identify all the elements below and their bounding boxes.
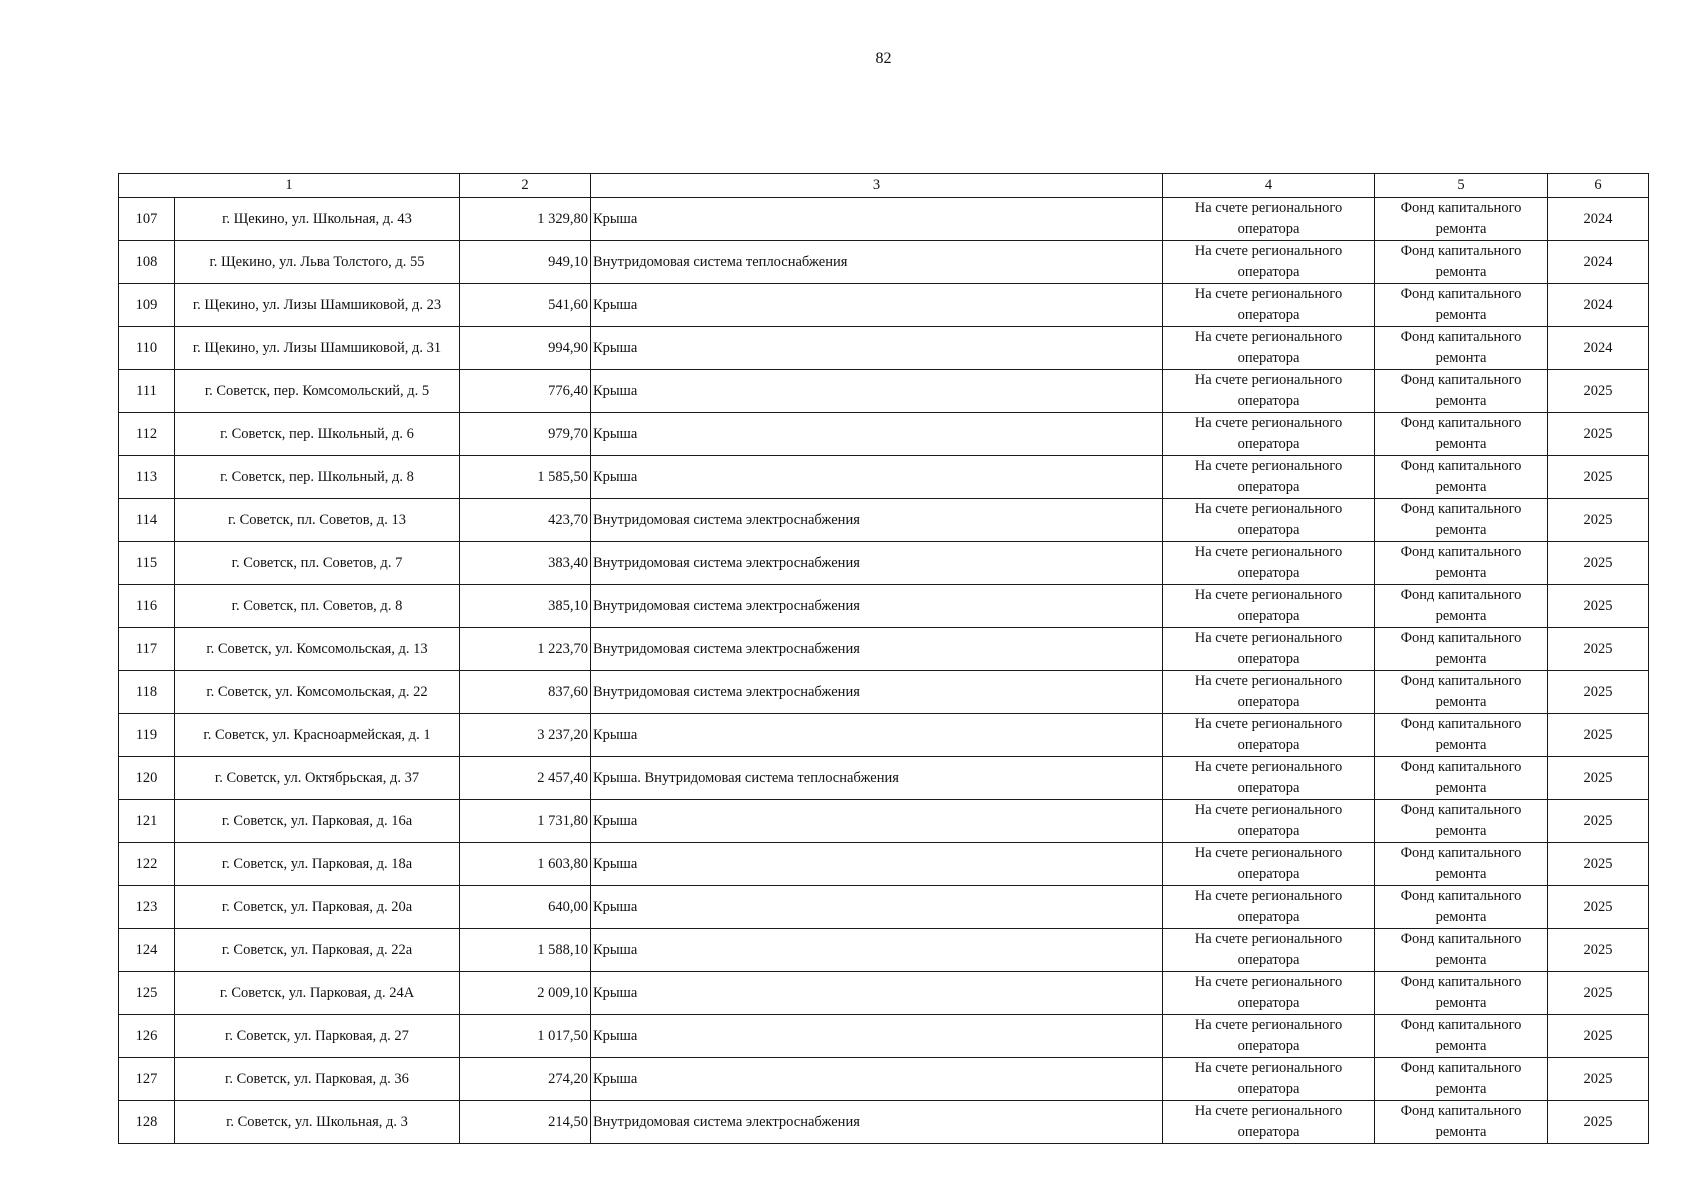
funding-source-cell: Фонд капитального ремонта [1375, 241, 1548, 284]
table-row [119, 370, 1649, 413]
address-cell: г. Советск, ул. Октябрьская, д. 37 [175, 757, 460, 800]
account-cell: На счете регионального оператора [1163, 886, 1375, 929]
row-number-cell: 111 [119, 370, 175, 413]
area-cell: 1 223,70 [460, 628, 591, 671]
account-cell: На счете регионального оператора [1163, 714, 1375, 757]
area-cell: 541,60 [460, 284, 591, 327]
account-cell: На счете регионального оператора [1163, 198, 1375, 241]
area-cell: 3 237,20 [460, 714, 591, 757]
year-cell: 2024 [1548, 198, 1649, 241]
row-number-cell: 110 [119, 327, 175, 370]
data-table [118, 173, 1649, 1144]
funding-source-cell: Фонд капитального ремонта [1375, 456, 1548, 499]
address-cell: г. Советск, пл. Советов, д. 8 [175, 585, 460, 628]
address-cell: г. Советск, пер. Школьный, д. 6 [175, 413, 460, 456]
table-row [119, 714, 1649, 757]
year-cell: 2025 [1548, 757, 1649, 800]
table-row [119, 671, 1649, 714]
table-row [119, 284, 1649, 327]
table-row [119, 1015, 1649, 1058]
table-row [119, 972, 1649, 1015]
account-cell: На счете регионального оператора [1163, 671, 1375, 714]
row-number-cell: 107 [119, 198, 175, 241]
area-cell: 274,20 [460, 1058, 591, 1101]
funding-source-cell: Фонд капитального ремонта [1375, 542, 1548, 585]
column-header-6: 6 [1548, 174, 1649, 198]
area-cell: 1 329,80 [460, 198, 591, 241]
row-number-cell: 115 [119, 542, 175, 585]
area-cell: 640,00 [460, 886, 591, 929]
work-type-cell: Крыша [591, 456, 1163, 499]
table-row [119, 800, 1649, 843]
work-type-cell: Крыша [591, 327, 1163, 370]
table-row [119, 1058, 1649, 1101]
funding-source-cell: Фонд капитального ремонта [1375, 284, 1548, 327]
area-cell: 994,90 [460, 327, 591, 370]
year-cell: 2025 [1548, 800, 1649, 843]
account-cell: На счете регионального оператора [1163, 929, 1375, 972]
account-cell: На счете регионального оператора [1163, 499, 1375, 542]
row-number-cell: 124 [119, 929, 175, 972]
work-type-cell: Внутридомовая система электроснабжения [591, 499, 1163, 542]
work-type-cell: Крыша [591, 972, 1163, 1015]
area-cell: 979,70 [460, 413, 591, 456]
work-type-cell: Внутридомовая система теплоснабжения [591, 241, 1163, 284]
row-number-cell: 119 [119, 714, 175, 757]
year-cell: 2025 [1548, 370, 1649, 413]
row-number-cell: 126 [119, 1015, 175, 1058]
funding-source-cell: Фонд капитального ремонта [1375, 929, 1548, 972]
table-row [119, 327, 1649, 370]
address-cell: г. Щекино, ул. Лизы Шамшиковой, д. 23 [175, 284, 460, 327]
year-cell: 2025 [1548, 628, 1649, 671]
area-cell: 214,50 [460, 1101, 591, 1144]
area-cell: 949,10 [460, 241, 591, 284]
address-cell: г. Советск, пл. Советов, д. 7 [175, 542, 460, 585]
table-row [119, 456, 1649, 499]
funding-source-cell: Фонд капитального ремонта [1375, 499, 1548, 542]
year-cell: 2025 [1548, 1101, 1649, 1144]
header-row [119, 174, 1649, 198]
table-row [119, 1101, 1649, 1144]
year-cell: 2024 [1548, 327, 1649, 370]
table-header [119, 174, 1649, 198]
work-type-cell: Крыша [591, 843, 1163, 886]
table-row [119, 929, 1649, 972]
work-type-cell: Внутридомовая система электроснабжения [591, 671, 1163, 714]
work-type-cell: Крыша [591, 370, 1163, 413]
funding-source-cell: Фонд капитального ремонта [1375, 714, 1548, 757]
account-cell: На счете регионального оператора [1163, 241, 1375, 284]
row-number-cell: 121 [119, 800, 175, 843]
area-cell: 423,70 [460, 499, 591, 542]
address-cell: г. Щекино, ул. Лизы Шамшиковой, д. 31 [175, 327, 460, 370]
address-cell: г. Щекино, ул. Льва Толстого, д. 55 [175, 241, 460, 284]
funding-source-cell: Фонд капитального ремонта [1375, 757, 1548, 800]
year-cell: 2025 [1548, 585, 1649, 628]
row-number-cell: 128 [119, 1101, 175, 1144]
year-cell: 2025 [1548, 886, 1649, 929]
account-cell: На счете регионального оператора [1163, 1101, 1375, 1144]
row-number-cell: 118 [119, 671, 175, 714]
account-cell: На счете регионального оператора [1163, 1058, 1375, 1101]
funding-source-cell: Фонд капитального ремонта [1375, 671, 1548, 714]
address-cell: г. Советск, ул. Красноармейская, д. 1 [175, 714, 460, 757]
year-cell: 2025 [1548, 413, 1649, 456]
work-type-cell: Крыша [591, 413, 1163, 456]
table-row [119, 499, 1649, 542]
work-type-cell: Внутридомовая система электроснабжения [591, 1101, 1163, 1144]
table-row [119, 542, 1649, 585]
funding-source-cell: Фонд капитального ремонта [1375, 413, 1548, 456]
column-header-3: 3 [591, 174, 1163, 198]
funding-source-cell: Фонд капитального ремонта [1375, 800, 1548, 843]
funding-source-cell: Фонд капитального ремонта [1375, 327, 1548, 370]
address-cell: г. Советск, ул. Парковая, д. 18а [175, 843, 460, 886]
account-cell: На счете регионального оператора [1163, 284, 1375, 327]
table-row [119, 843, 1649, 886]
funding-source-cell: Фонд капитального ремонта [1375, 886, 1548, 929]
year-cell: 2025 [1548, 499, 1649, 542]
column-header-2: 2 [460, 174, 591, 198]
funding-source-cell: Фонд капитального ремонта [1375, 370, 1548, 413]
area-cell: 1 603,80 [460, 843, 591, 886]
work-type-cell: Крыша [591, 1058, 1163, 1101]
work-type-cell: Крыша [591, 198, 1163, 241]
account-cell: На счете регионального оператора [1163, 456, 1375, 499]
funding-source-cell: Фонд капитального ремонта [1375, 585, 1548, 628]
account-cell: На счете регионального оператора [1163, 972, 1375, 1015]
table-row [119, 198, 1649, 241]
account-cell: На счете регионального оператора [1163, 327, 1375, 370]
work-type-cell: Внутридомовая система электроснабжения [591, 542, 1163, 585]
address-cell: г. Советск, ул. Комсомольская, д. 22 [175, 671, 460, 714]
address-cell: г. Советск, пер. Комсомольский, д. 5 [175, 370, 460, 413]
column-header-4: 4 [1163, 174, 1375, 198]
year-cell: 2025 [1548, 714, 1649, 757]
year-cell: 2025 [1548, 929, 1649, 972]
address-cell: г. Советск, ул. Парковая, д. 16а [175, 800, 460, 843]
row-number-cell: 122 [119, 843, 175, 886]
funding-source-cell: Фонд капитального ремонта [1375, 198, 1548, 241]
work-type-cell: Крыша. Внутридомовая система теплоснабжения [591, 757, 1163, 800]
table-body [119, 198, 1649, 1144]
row-number-cell: 120 [119, 757, 175, 800]
table-row [119, 886, 1649, 929]
funding-source-cell: Фонд капитального ремонта [1375, 1058, 1548, 1101]
address-cell: г. Советск, ул. Школьная, д. 3 [175, 1101, 460, 1144]
area-cell: 1 588,10 [460, 929, 591, 972]
account-cell: На счете регионального оператора [1163, 1015, 1375, 1058]
address-cell: г. Щекино, ул. Школьная, д. 43 [175, 198, 460, 241]
work-type-cell: Крыша [591, 886, 1163, 929]
row-number-cell: 112 [119, 413, 175, 456]
table-row [119, 628, 1649, 671]
account-cell: На счете регионального оператора [1163, 542, 1375, 585]
area-cell: 385,10 [460, 585, 591, 628]
year-cell: 2024 [1548, 284, 1649, 327]
address-cell: г. Советск, пл. Советов, д. 13 [175, 499, 460, 542]
row-number-cell: 116 [119, 585, 175, 628]
account-cell: На счете регионального оператора [1163, 413, 1375, 456]
area-cell: 383,40 [460, 542, 591, 585]
funding-source-cell: Фонд капитального ремонта [1375, 1101, 1548, 1144]
address-cell: г. Советск, пер. Школьный, д. 8 [175, 456, 460, 499]
table-row [119, 241, 1649, 284]
address-cell: г. Советск, ул. Комсомольская, д. 13 [175, 628, 460, 671]
area-cell: 776,40 [460, 370, 591, 413]
funding-source-cell: Фонд капитального ремонта [1375, 972, 1548, 1015]
account-cell: На счете регионального оператора [1163, 370, 1375, 413]
column-header-5: 5 [1375, 174, 1548, 198]
account-cell: На счете регионального оператора [1163, 585, 1375, 628]
year-cell: 2025 [1548, 972, 1649, 1015]
account-cell: На счете регионального оператора [1163, 843, 1375, 886]
year-cell: 2024 [1548, 241, 1649, 284]
address-cell: г. Советск, ул. Парковая, д. 20а [175, 886, 460, 929]
year-cell: 2025 [1548, 1015, 1649, 1058]
funding-source-cell: Фонд капитального ремонта [1375, 628, 1548, 671]
table-row [119, 585, 1649, 628]
row-number-cell: 123 [119, 886, 175, 929]
address-cell: г. Советск, ул. Парковая, д. 22а [175, 929, 460, 972]
year-cell: 2025 [1548, 671, 1649, 714]
work-type-cell: Внутридомовая система электроснабжения [591, 628, 1163, 671]
address-cell: г. Советск, ул. Парковая, д. 27 [175, 1015, 460, 1058]
account-cell: На счете регионального оператора [1163, 757, 1375, 800]
year-cell: 2025 [1548, 456, 1649, 499]
funding-source-cell: Фонд капитального ремонта [1375, 1015, 1548, 1058]
row-number-cell: 114 [119, 499, 175, 542]
address-cell: г. Советск, ул. Парковая, д. 36 [175, 1058, 460, 1101]
area-cell: 837,60 [460, 671, 591, 714]
funding-source-cell: Фонд капитального ремонта [1375, 843, 1548, 886]
row-number-cell: 113 [119, 456, 175, 499]
year-cell: 2025 [1548, 1058, 1649, 1101]
repair-schedule-table [118, 173, 1648, 1144]
row-number-cell: 117 [119, 628, 175, 671]
work-type-cell: Крыша [591, 714, 1163, 757]
row-number-cell: 108 [119, 241, 175, 284]
area-cell: 2 009,10 [460, 972, 591, 1015]
year-cell: 2025 [1548, 542, 1649, 585]
account-cell: На счете регионального оператора [1163, 628, 1375, 671]
address-cell: г. Советск, ул. Парковая, д. 24А [175, 972, 460, 1015]
year-cell: 2025 [1548, 843, 1649, 886]
table-row [119, 757, 1649, 800]
work-type-cell: Крыша [591, 800, 1163, 843]
area-cell: 2 457,40 [460, 757, 591, 800]
area-cell: 1 731,80 [460, 800, 591, 843]
area-cell: 1 017,50 [460, 1015, 591, 1058]
work-type-cell: Крыша [591, 284, 1163, 327]
work-type-cell: Крыша [591, 929, 1163, 972]
page-number: 82 [875, 50, 892, 67]
work-type-cell: Внутридомовая система электроснабжения [591, 585, 1163, 628]
area-cell: 1 585,50 [460, 456, 591, 499]
row-number-cell: 127 [119, 1058, 175, 1101]
row-number-cell: 109 [119, 284, 175, 327]
account-cell: На счете регионального оператора [1163, 800, 1375, 843]
column-header-1: 1 [119, 174, 460, 198]
work-type-cell: Крыша [591, 1015, 1163, 1058]
table-row [119, 413, 1649, 456]
row-number-cell: 125 [119, 972, 175, 1015]
